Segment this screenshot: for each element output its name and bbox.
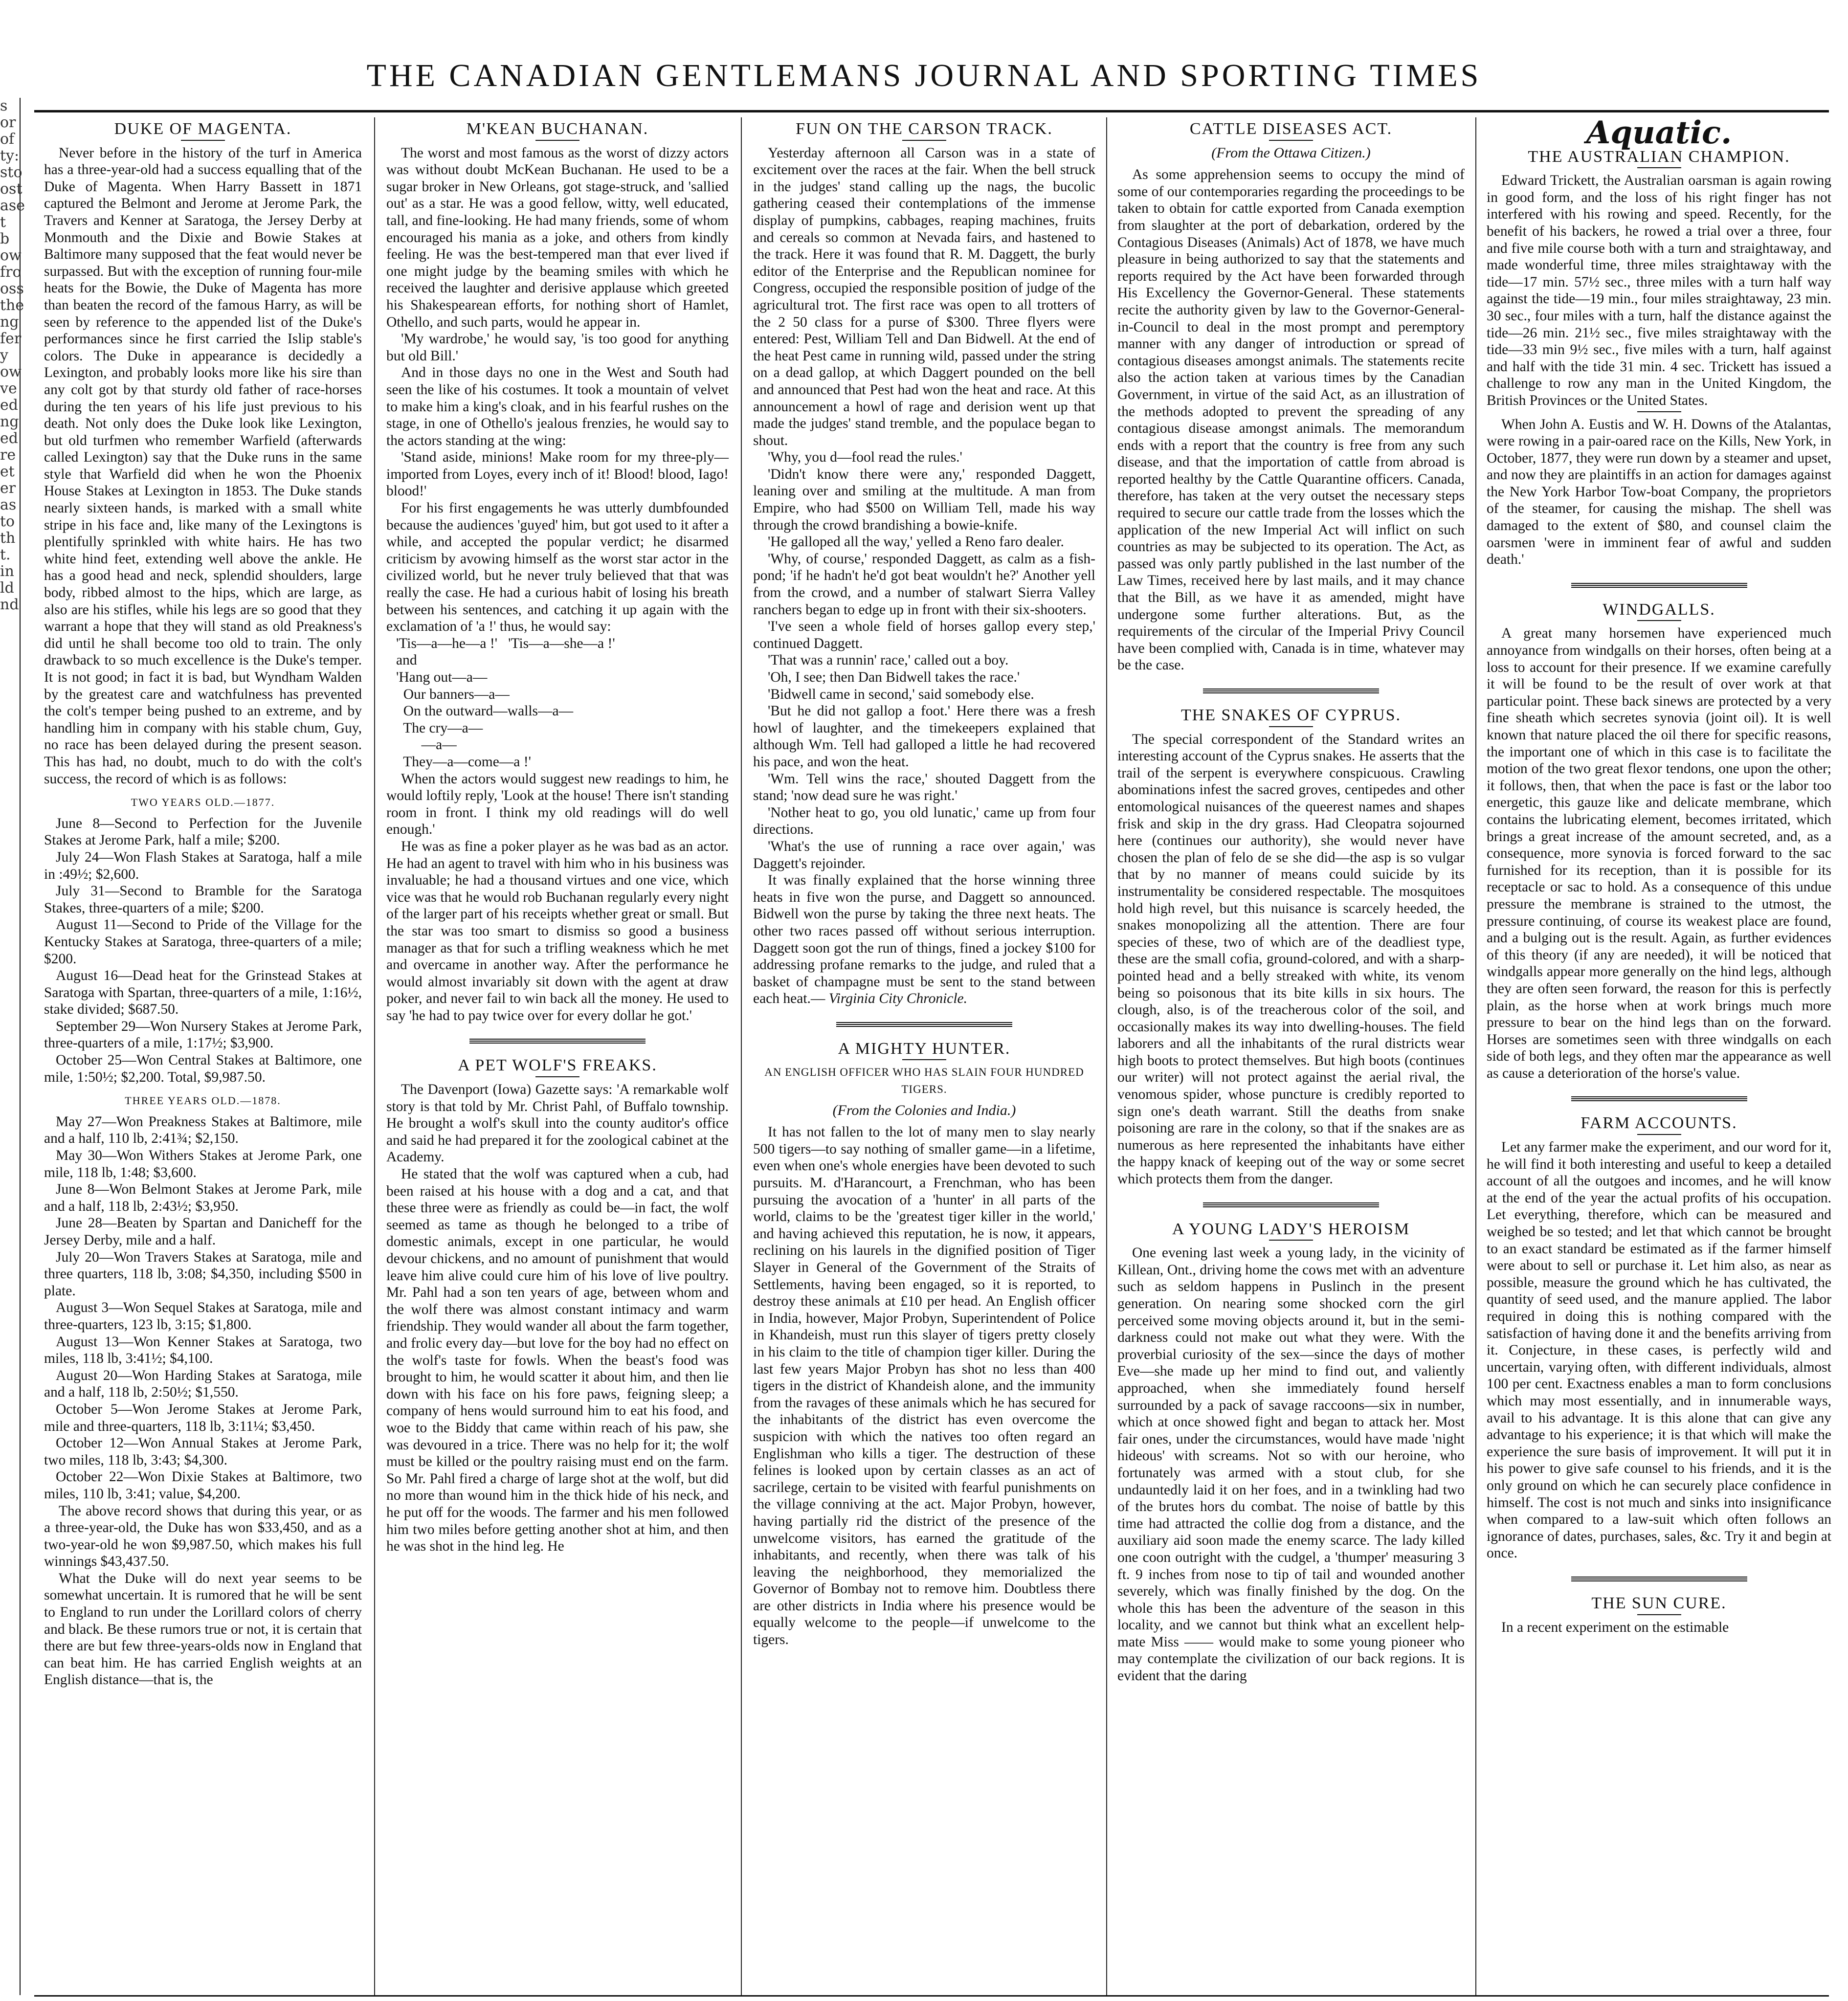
verse-line: and xyxy=(396,652,417,668)
article-title: A YOUNG LADY'S HEROISM xyxy=(1172,1220,1410,1238)
fragment-line: to xyxy=(0,513,15,530)
article-paragraph: He stated that the wolf was captured when a cub, had been raised at his house with a dog and a cat, and that these three were as friendly as could be—in fact, the wolf seemed as tame as though he belonged to a tribe of domestic animals, except in one particular, he would devour chickens, and no amount of punishment that would leave him alive could cure him of his love of live poultry. Mr. Pahl had a son ten years of age, between whom and the wolf there was almost constant intimacy and warm friendship. They would wander all about the farm together, and frolic every day—but love for the boy had no effect on the wolf's taste for fowls. When the beast's food was brought to him, he would scatter it about him, and then lie down with his face on his fore paws, feigning sleep; a company of hens would surround him to eat his food, and woe to the Biddy that came within reach of his paw, she was devoured in a trice. There was no help for it; the wolf must be killed or the poultry raising must end on the farm. So Mr. Pahl fired a charge of large shot at the wolf, but did no more than wound him in the thick hide of his neck, and he put off for the woods. The farmer and his men followed him two miles before getting another shot at him, and then he was shot in the hind leg. He xyxy=(386,1166,729,1555)
article-paragraph: 'Didn't know there were any,' responded Daggett, leaning over and smiling at the multitude. A man from Empire, who had $500 on William Tell, made his way through the crowd brandishing a bowie-knife. xyxy=(753,466,1095,533)
race-record: July 24—Won Flash Stakes at Saratoga, half a mile in :49½; $2,600. xyxy=(44,849,362,882)
article-title: FUN ON THE CARSON TRACK. xyxy=(796,120,1053,138)
article-source: (From the Ottawa Citizen.) xyxy=(1211,144,1371,161)
race-record: July 20—Won Travers Stakes at Saratoga, mile and three quarters, 118 lb, 3:08; $4,350, including $500 in plate. xyxy=(44,1249,362,1299)
race-record: June 28—Beaten by Spartan and Danicheff for the Jersey Derby, mile and a half. xyxy=(44,1215,362,1248)
article-paragraph: 'Wm. Tell wins the race,' shouted Daggett from the stand; 'now dead sure he was right.' xyxy=(753,771,1095,804)
article-paragraph: When the actors would suggest new readings to him, he would loftily reply, 'Look at the house! There isn't standing room in front. I think my old readings will do well enough.' xyxy=(386,771,729,838)
fragment-line: sto xyxy=(0,164,22,181)
title-rule xyxy=(1637,620,1681,621)
title-rule xyxy=(1637,167,1681,168)
article-separator xyxy=(1203,689,1379,693)
article-separator xyxy=(1571,583,1747,588)
title-rule xyxy=(1637,1134,1681,1135)
article-paragraph: The above record shows that during this year, or as a three-year-old, the Duke has won $33,450, and as a two-year-old he won $9,987.50, which makes his full winnings $43,437.50. xyxy=(44,1503,362,1570)
column-divider xyxy=(1106,117,1107,1995)
masthead: THE CANADIAN GENTLEMANS JOURNAL AND SPORTING TIMES xyxy=(366,58,1482,93)
article-paragraph: He was as fine a poker player as he was bad as an actor. He had an agent to travel with him who in his business was invaluable; he had a thousand virtues and one vice, which vice was that he would rob Buchanan regularly every night of the larger part of his receipts whether great or small. But the star was too smart to dismiss so good a business manager as that for such a trifling weakness which he met and overcame in another way. After the performance he would almost invariably sit down with the agent at draw poker, and never fail to win back all the money. He used to say 'he had to pay twice over for every dollar he got.' xyxy=(386,838,729,1023)
fragment-line: ng xyxy=(0,313,19,331)
article-paragraph: The special correspondent of the Standard writes an interesting account of the Cyprus snakes. He asserts that the trail of the serpent is everywhere conspicuous. Crawling abominations infest the sacred groves, centipedes and other entomological nuisances of the queerest names and shapes frisk and skip in the dry grass. Had Cleopatra sojourned here (continues our authority), she would never have chosen the plan of felo de se she did—the asp is so vulgar that by no manner of means could suicide by its instrumentality be considered respectable. The mosquitoes hold high revel, but this nuisance is scarcely heeded, the snakes monopolizing all the attention. There are four species of these, two of which are of the deadliest type, these are the small cofia, ground-colored, and with a sharp-pointed head and a belly streaked with white, its venom being so poisonous that its bite kills in six hours. The clough, also, is of the treacherous color of the soil, and occasionally makes its way into dwelling-houses. The field laborers and all the inhabitants of the rural districts wear high boots to protect themselves. But high boots (continues our writer) will not protect against the aerial rival, the venomous spider, whose puncture is credibly reported to sign one's death warrant. Still the deaths from snake poisoning are rare in the colony, so that if the snakes are as numerous as here represented the inhabitants have either the happy knack of keeping out of the way or some secret which protects them from the danger. xyxy=(1117,731,1465,1187)
race-record: May 27—Won Preakness Stakes at Baltimore, mile and a half, 110 lb, 2:41¾; $2,150. xyxy=(44,1113,362,1147)
fragment-line: or xyxy=(0,114,16,131)
race-record-list xyxy=(44,815,362,1086)
article-paragraph: Let any farmer make the experiment, and our word for it, he will find it both interesting and useful to keep a detailed account of all the outgoes and incomes, and he will know at the end of the year the actual profits of his occupation. Let everything, therefore, which can be measured and weighed be so tested; and let that which cannot be brought to an exact standard be estimated as if the farmer himself were about to sell or purchase it. Let him also, as near as possible, measure the ground which he has cultivated, the quantity of seed used, and the manure applied. The labor required in doing this is nothing compared with the satisfaction of having done it and the benefits arriving from it. Conjecture, in these cases, is perfectly wild and uncertain, varying often, with different individuals, almost 100 per cent. Exactness enables a man to form conclusions which may most essentially, and in innumerable ways, avail to his advantage. It is this alone that can give any advantage to his experience; it is that which will make the experience the sure basis of improvement. It will put it in his power to give safe counsel to his friends, and it is the only ground on which he can securely place confidence in himself. The cost is not much and sinks into insignificance when compared to a law-suit which often follows an ignorance of dates, purchases, sales, &c. Try it and begin at once. xyxy=(1487,1139,1831,1561)
title-rule xyxy=(535,1076,579,1077)
race-record: June 8—Won Belmont Stakes at Jerome Park, mile and a half, 118 lb, 2:43½; $3,950. xyxy=(44,1181,362,1214)
article-paragraph: What the Duke will do next year seems to be somewhat uncertain. It is rumored that he will be sent to England to run under the Lorillard colors of cherry and black. Be these rumors true or not, it is certain that there are but few three-years-olds now in England that can beat him. He has carried English weights at an English distance—that is, the xyxy=(44,1570,362,1688)
fragment-line: re xyxy=(0,446,16,464)
article-title: THE SUN CURE. xyxy=(1591,1594,1727,1612)
race-record-list xyxy=(44,1113,362,1503)
column-4 xyxy=(1117,120,1465,1988)
article-title: CATTLE DISEASES ACT. xyxy=(1189,120,1393,138)
article-separator xyxy=(836,1022,1012,1027)
race-record: August 16—Dead heat for the Grinstead Stakes at Saratoga with Spartan, three-quarters of a mile, 1:16½, stake divided; $687.50. xyxy=(44,968,362,1018)
race-record: October 12—Won Annual Stakes at Jerome Park, two miles, 118 lb, 3:43; $4,300. xyxy=(44,1435,362,1468)
fragment-line: ed xyxy=(0,430,18,447)
article-title: THE SNAKES OF CYPRUS. xyxy=(1180,706,1402,724)
article-paragraph: 'But he did not gallop a foot.' Here there was a fresh howl of laughter, and the timekeepers explained that although Wm. Tell had galloped a little he had recovered his pace, and won the heat. xyxy=(753,703,1095,770)
column-3 xyxy=(753,120,1095,1988)
section-title: Aquatic. xyxy=(1586,114,1732,151)
fragment-line: ow xyxy=(0,247,22,264)
fragment-line: et xyxy=(0,463,15,480)
title-rule xyxy=(181,140,225,141)
column-1 xyxy=(44,120,362,1988)
race-record: August 13—Won Kenner Stakes at Saratoga, two miles, 118 lb, 3:41½; $4,100. xyxy=(44,1334,362,1367)
fragment-line: ty: xyxy=(0,147,20,164)
fragment-line: fro xyxy=(0,264,22,281)
title-rule xyxy=(1269,726,1313,727)
article-paragraph: For his first engagements he was utterly dumbfounded because the audiences 'guyed' him, but got used to it after a while, and accepted the popular verdict; he disarmed criticism by avowing himself as the worst star actor in the civilized world, but he never truly believed that that was really the case. He had a curious habit of losing his breath between his sentences, and catching it up again with the exclamation of 'a !' thus, he would say: xyxy=(386,500,729,635)
column-5 xyxy=(1487,114,1831,1988)
article-paragraph: Never before in the history of the turf in America has a three-year-old had a success equalling that of the Duke of Magenta. When Harry Bassett in 1871 captured the Belmont and Jerome at Jerome Park, the Travers and Kenner at Saratoga, the Jersey Derby at Monmouth and the Dixie and Bowie Stakes at Baltimore many supposed that the feat would never be surpassed. But with the exception of running four-mile heats for the Bowie, the Duke of Magenta has more than beaten the record of the famous Harry, as will be seen by reference to the appended list of the Duke's performances since he first carried the Islip stable's colors. The Duke in appearance is decidedly a Lexington, and probably looks more like his sire than any colt got by that sturdy old father of race-horses during the ten years of his life just previous to his death. Not only does the Duke look like Lexington, but old turfmen who remember Warfield (afterwards called Lexington) say that the Duke runs in the same style that Warfield did when he won the Phoenix House Stakes at Lexington in 1853. The Duke stands nearly sixteen hands, is marked with a small white stripe in his face and, like many of the Lexingtons is plentifully sprinkled with white hairs. He has two white hind feet, extending well above the ankle. He has a good head and neck, splendid shoulders, large body, ribbed almost to the hips, which are large, as also are his stifles, while his legs are so good that they warrant a hope that they will stand as old Preakness's did until he shall become too old to train. The only drawback to so much excellence is the Duke's temper. It is not good; in fact it is bad, but Wyndham Walden by the greatest care and watchfulness has prevented the colt's temper being pushed to an extreme, and by handling him in company with his stable chum, Guy, no race has been delayed during the present season. This has had, no doubt, much to do with the colt's success, the record of which is as follows: xyxy=(44,145,362,787)
fragment-line: nd xyxy=(0,596,19,613)
race-record: August 11—Second to Pride of the Village for the Kentucky Stakes at Saratoga, three-quarters of a mile; $200. xyxy=(44,917,362,967)
fragment-line: s xyxy=(0,97,8,114)
fragment-line: in xyxy=(0,563,14,580)
title-rule xyxy=(902,1059,946,1060)
race-record: August 20—Won Harding Stakes at Saratoga, mile and a half, 118 lb, 2:50½; $1,550. xyxy=(44,1367,362,1401)
section-heading: THREE YEARS OLD.—1878. xyxy=(125,1094,281,1107)
article-separator xyxy=(1571,1577,1747,1581)
title-rule xyxy=(1637,1614,1681,1615)
article-paragraph: 'That was a runnin' race,' called out a boy. xyxy=(768,652,1009,668)
race-record: July 31—Second to Bramble for the Saratoga Stakes, three-quarters of a mile; $200. xyxy=(44,883,362,916)
article-title: A MIGHTY HUNTER. xyxy=(838,1039,1011,1058)
article-paragraph: The Davenport (Iowa) Gazette says: 'A remarkable wolf story is that told by Mr. Christ Pahl, of Buffalo township. He brought a wolf's skull into the county auditor's office and said he had prepared it for the zoological cabinet at the Academy. xyxy=(386,1082,729,1165)
article-title: DUKE OF MAGENTA. xyxy=(114,120,292,138)
article-paragraph: 'Oh, I see; then Dan Bidwell takes the race.' xyxy=(768,669,1020,685)
article-paragraph: 'Why, of course,' responded Daggett, as calm as a fish-pond; 'if he hadn't he'd got beat wouldn't he?' Another yell from the crowd, and a number of stalwart Sierra Valley ranchers began to edge up in front with their six-shooters. xyxy=(753,551,1095,618)
article-paragraph: And in those days no one in the West and South had seen the like of his costumes. It took a mountain of velvet to make him a king's cloak, and in his fearful rushes on the stage, in one of Othello's jealous frenzies, he would say to the actors standing at the wing: xyxy=(386,365,729,448)
article-paragraph: 'I've seen a whole field of horses gallop every step,' continued Daggett. xyxy=(753,619,1095,651)
race-record: June 8—Second to Perfection for the Juvenile Stakes at Jerome Park, half a mile; $200. xyxy=(44,815,362,848)
fragment-line: oss xyxy=(0,280,24,297)
column-divider xyxy=(741,117,742,1995)
fragment-line: as xyxy=(0,496,17,513)
article-paragraph: 'He galloped all the way,' yelled a Reno faro dealer. xyxy=(768,534,1064,550)
article-paragraph: A great many horsemen have experienced much annoyance from windgalls on their horses, often being at a loss to account for their presence. If we examine carefully it will be found to be the result of over work at that particular point. These back sinews are protected by a very fine sheath which secretes synovia (joint oil). It is well known that nature placed the oil there for specific reasons, the important one of which in this case is to facilitate the motion of the two great flexor tendons, one upon the other; it follows, then, that when the pace is fast or the labor too energetic, this gauze like and delicate membrane, which contains the lubricating element, becomes irritated, which brings a great increase of the amount secreted, and, as a consequence, more synovia is forced forward to the sac furnished for its reception, than it is possible for its receptacle or sac to hold. As a consequence of this undue pressure the membrane is strained to the utmost, the pressure continuing, of course its weakest place are found, and a bulging out is the result. Again, as further evidences of this theory (if any are needed), it will be noticed that windgalls appear more generally on the hind legs, although they are often seen forward, the reason for this is perfectly plain, as the horse when at work brings much more pressure to bear on the hind legs than on the forward. Horses are sometimes seen with three windgalls on each side of both legs, and they often mar the appearance as well as cause a deterioration of the horse's value. xyxy=(1487,625,1831,1081)
article-paragraph: 'Bidwell came in second,' said somebody else. xyxy=(768,686,1034,702)
fragment-line: ed xyxy=(0,397,18,414)
fragment-line: ld xyxy=(0,579,14,597)
article-paragraph: 'Stand aside, minions! Make room for my three-ply—imported from Loyes, every inch of it! Blood! blood, Iago! blood!' xyxy=(386,449,729,499)
race-record: October 5—Won Jerome Stakes at Jerome Park, mile and three-quarters, 118 lb, 3:11¼; $3,450. xyxy=(44,1401,362,1434)
race-record: October 25—Won Central Stakes at Baltimore, one mile, 1:50½; $2,200. Total, $9,987.50. xyxy=(44,1052,362,1085)
article-paragraph: Yesterday afternoon all Carson was in a state of excitement over the races at the fair. When the bell struck in the judges' stand calling up the nags, the bucolic gathering ceased their contemplations of the immense display of pumpkins, cabbages, reaping machines, fruits and cereals so common at Nevada fairs, and hastened to the track. Here it was found that R. M. Daggett, the burly editor of the Enterprise and the Republican nominee for Congress, occupied the responsible position of judge of the agricultural trot. The first race was open to all trotters of the 2 50 class for a purse of $300. Three flyers were entered: Pest, William Tell and Dan Bidwell. At the end of the heat Pest came in running wild, passed under the string on a dead gallop, at which Daggert pounded on the bell and announced that Pest had won the heat and race. At this announcement a howl of rage and derision went up that made the judges' stand tremble, and the populace began to shout. xyxy=(753,145,1095,448)
race-record: May 30—Won Withers Stakes at Jerome Park, one mile, 118 lb, 1:48; $3,600. xyxy=(44,1148,362,1180)
column-divider xyxy=(1475,117,1476,1995)
article-source: Virginia City Chronicle. xyxy=(828,991,968,1007)
fragment-line: th xyxy=(0,530,16,547)
article-paragraph: 'What's the use of running a race over again,' was Daggett's rejoinder. xyxy=(753,838,1095,871)
title-rule xyxy=(1269,1240,1313,1241)
article-paragraph: 'Nother heat to go, you old lunatic,' came up from four directions. xyxy=(753,804,1095,838)
column-divider xyxy=(374,117,375,1995)
fragment-line: ow xyxy=(0,363,22,380)
article-paragraph xyxy=(753,872,1095,1007)
article-source: (From the Colonies and India.) xyxy=(832,1102,1016,1118)
article-paragraph: It has not fallen to the lot of many men to slay nearly 500 tigers—to say nothing of smaller game—in a lifetime, even when one's whole energies have been devoted to such pursuits. M. d'Harancourt, a Frenchman, who has been pursuing the avocation of a 'hunter' in all parts of the world, claims to be the 'greatest tiger killer in the world,' and having achieved this reputation, he is now, it appears, reclining on his laurels in the dignified position of Tiger Slayer in General of the Government of the Straits of Settlements, having been engaged, so it is reported, to destroy these animals at £10 per head. An English officer in India, however, Major Probyn, Superintendent of Police in Khandeish, must run this slayer of tigers pretty closely in his claim to the title of champion tiger killer. During the last few years Major Probyn has shot no less than 400 tigers in the district of Khandeish alone, and the immunity from the ravages of these animals which he has secured for the inhabitants of the district has even overcome the suspicion with which the natives too often regard an Englishman who kills a tiger. The destruction of these felines is looked upon by certain classes as an act of sacrilege, certain to be visited with fearful punishments on the village conniving at the act. Major Probyn, however, having partially rid the district of the presence of the unwelcome visitors, has earned the gratitude of the inhabitants, and recently, when there was talk of his leaving the neighborhood, they memorialized the Governor of Bombay not to remove him. Doubtless there are other districts in India where his presence would be equally welcome to the people—if unwelcome to the tigers. xyxy=(753,1124,1095,1648)
race-record: August 3—Won Sequel Stakes at Saratoga, mile and three-quarters, 123 lb, 3:15; $1,800. xyxy=(44,1300,362,1333)
fragment-line: er xyxy=(0,480,16,497)
race-record: September 29—Won Nursery Stakes at Jerome Park, three-quarters of a mile, 1:17½; $3,900. xyxy=(44,1018,362,1051)
article-paragraph: The worst and most famous as the worst of dizzy actors was without doubt McKean Buchanan. He used to be a sugar broker in New Orleans, got stage-struck, and 'sallied out' as a star. He was a good fellow, witty, well educated, tall, and fine-looking. He had many friends, some of whom encouraged his mania as a joke, and others from kindly feeling. He was the best-tempered man that ever lived if one might judge by the beaming smiles with which he received the laughter and derisive applause which greeted his Shakespearean efforts, for nothing short of Hamlet, Othello, and such parts, would he appear in. xyxy=(386,145,729,330)
article-paragraph: In a recent experiment on the estimable xyxy=(1501,1619,1729,1635)
verse-block: 'Hang out—a— Our banners—a— On the outward—walls—a— The cry—a— —a— They—a—come—a !' xyxy=(396,669,574,770)
fragment-line: fer xyxy=(0,330,22,347)
article-paragraph: As some apprehension seems to occupy the mind of some of our contemporaries regarding the proceedings to be taken to obtain for cattle exported from Canada exemption from slaughter at the port of debarkation, ordered by the Contagious Diseases (Animals) Act of 1878, we have much pleasure in being authorized to say that the statements and reports required by the Act have been forwarded through His Excellency the Governor-General. These statements recite the authority given by law to the Governor-General-in-Council to deal in the most prompt and peremptory manner with any danger of introduction or spread of contagious diseases amongst animals. The statements recite also the action taken at various times by the Canadian Government, in virtue of the said Act, as an illustration of the methods adopted to prevent the spreading of any contagious disease amongst animals. The memorandum ends with a report that the country is free from any such disease, and that the importation of cattle from abroad is reported healthy by the Cattle Quarantine officers. Canada, therefore, has taken at the very outset the necessary steps required to secure our cattle trade from the losses which the application of the new Imperial Act will inflict on such countries as may be subjected to its operation. The Act, as passed was only partly published in the last number of the Law Times, received here by last mails, and it may chance that the Bill, as we have it as amended, might have undergone some further alterations. But, as the requirements of the circular of the Imperial Privy Council have been complied with, Canada is in time, whatever may be the case. xyxy=(1117,167,1465,673)
title-rule xyxy=(535,140,579,141)
article-text: It was finally explained that the horse winning three heats in five won the purse, and Daggett so announced. Bidwell won the purse by taking the three next heats. The other two races passed off without serious interruption. Daggett soon got the run of things, fined a jockey $100 for addressing profane remarks to the judge, and ruled that a basket of champagne must be sent to the stand between each heat.— xyxy=(753,872,1095,1007)
page-bottom-rule xyxy=(34,1995,1829,1997)
article-separator xyxy=(469,1039,646,1044)
article-title: A PET WOLF'S FREAKS. xyxy=(458,1056,657,1075)
fragment-line: the xyxy=(0,297,24,314)
verse-line: 'Tis—a—he—a !' 'Tis—a—she—a !' xyxy=(396,635,615,651)
title-rule xyxy=(1269,140,1313,141)
title-rule xyxy=(902,140,946,141)
fragment-line: t. xyxy=(0,546,11,563)
article-separator xyxy=(1571,1096,1747,1101)
fragment-line: y xyxy=(0,347,8,364)
fragment-line: ost xyxy=(0,180,22,198)
article-paragraph: 'My wardrobe,' he would say, 'is too good for anything but old Bill.' xyxy=(386,331,729,364)
article-title: M'KEAN BUCHANAN. xyxy=(466,120,649,138)
paragraph-rule xyxy=(1637,411,1681,412)
article-paragraph: When John A. Eustis and W. H. Downs of the Atalantas, were rowing in a pair-oared race on the Kills, New York, in October, 1877, they were run down by a steamer and upset, and now they are plaintiffs in an action for damages against the New York Harbor Tow-boat Company, the proprietors of the steamer, for causing the mishap. The shell was damaged to the extent of $80, and counsel claim the oarsmen 'were in imminent fear of awful and sudden death.' xyxy=(1487,416,1831,568)
article-title: THE AUSTRALIAN CHAMPION. xyxy=(1528,147,1790,166)
article-subtitle: AN ENGLISH OFFICER WHO HAS SLAIN FOUR HUNDRED TIGERS. xyxy=(764,1066,1084,1096)
column-2 xyxy=(386,120,729,1988)
previous-page-fragment xyxy=(0,97,25,1995)
article-paragraph: Edward Trickett, the Australian oarsman is again rowing in good form, and the loss of his right finger has not interfered with his rowing and speed. Recently, for the benefit of his backers, he rowed a trial over a three, four and five mile course both with a turn and straightaway, and made wonderful time, three miles straightaway with the tide—17 min. 57½ sec., three miles with a turn half way against the tide—19 min., four miles straightaway, 23 min. 30 sec., four miles with a turn, half the distance against the tide—26 min. 21½ sec., five miles straightaway with the tide—33 min 9½ sec., five miles with a turn, half against and half with the tide 31 min. 4 sec. Trickett has issued a challenge to row any man in the United Kingdom, the British Provinces or the United States. xyxy=(1487,173,1831,408)
fragment-line: ase xyxy=(0,197,25,214)
article-separator xyxy=(1203,1202,1379,1207)
article-paragraph: 'Why, you d—fool read the rules.' xyxy=(768,449,962,466)
masthead-rule xyxy=(34,110,1829,112)
fragment-line: of xyxy=(0,131,15,148)
article-paragraph: One evening last week a young lady, in the vicinity of Killean, Ont., driving home the cows met with an adventure such as seldom happens in Puslinch in the present generation. On nearing some shocked corn the girl perceived some moving objects around it, but in the semi-darkness could not make out what they were. With the proverbial curiosity of the sex—since the days of mother Eve—she made up her mind to find out, and valiently approached, when she immediately found herself surrounded by a pack of savage raccoons—six in number, which at once showed fight and began to attack her. Most fair ones, under the circumstances, would have made 'night hideous' with screams. Not so with our heroine, who fortunately was armed with a stout club, for she undauntedly laid it on her foes, and in a twinkling had two of the brutes hors du combat. The noise of battle by this time had attracted the collie dog from a distance, and the auxiliary aid soon made the enemy scarce. The lady killed one coon outright with the cudgel, a 'thumper' measuring 3 ft. 9 inches from nose to tip of tail and wounded another severely, which was finally finished by the dog. On the whole this has been the adventure of the season in this locality, and we cannot but think what an excellent help-mate Miss —— would make to some young pioneer who may contemplate the civilization of our back regions. It is evident that the daring xyxy=(1117,1245,1465,1684)
fragment-line: t b xyxy=(0,214,10,247)
article-title: WINDGALLS. xyxy=(1603,600,1715,619)
fragment-line: ve xyxy=(0,380,17,397)
race-record: October 22—Won Dixie Stakes at Baltimore, two miles, 110 lb, 3:41; value, $4,200. xyxy=(44,1469,362,1502)
article-title: FARM ACCOUNTS. xyxy=(1581,1114,1737,1133)
section-heading: TWO YEARS OLD.—1877. xyxy=(131,796,275,809)
fragment-line: ng xyxy=(0,413,19,430)
